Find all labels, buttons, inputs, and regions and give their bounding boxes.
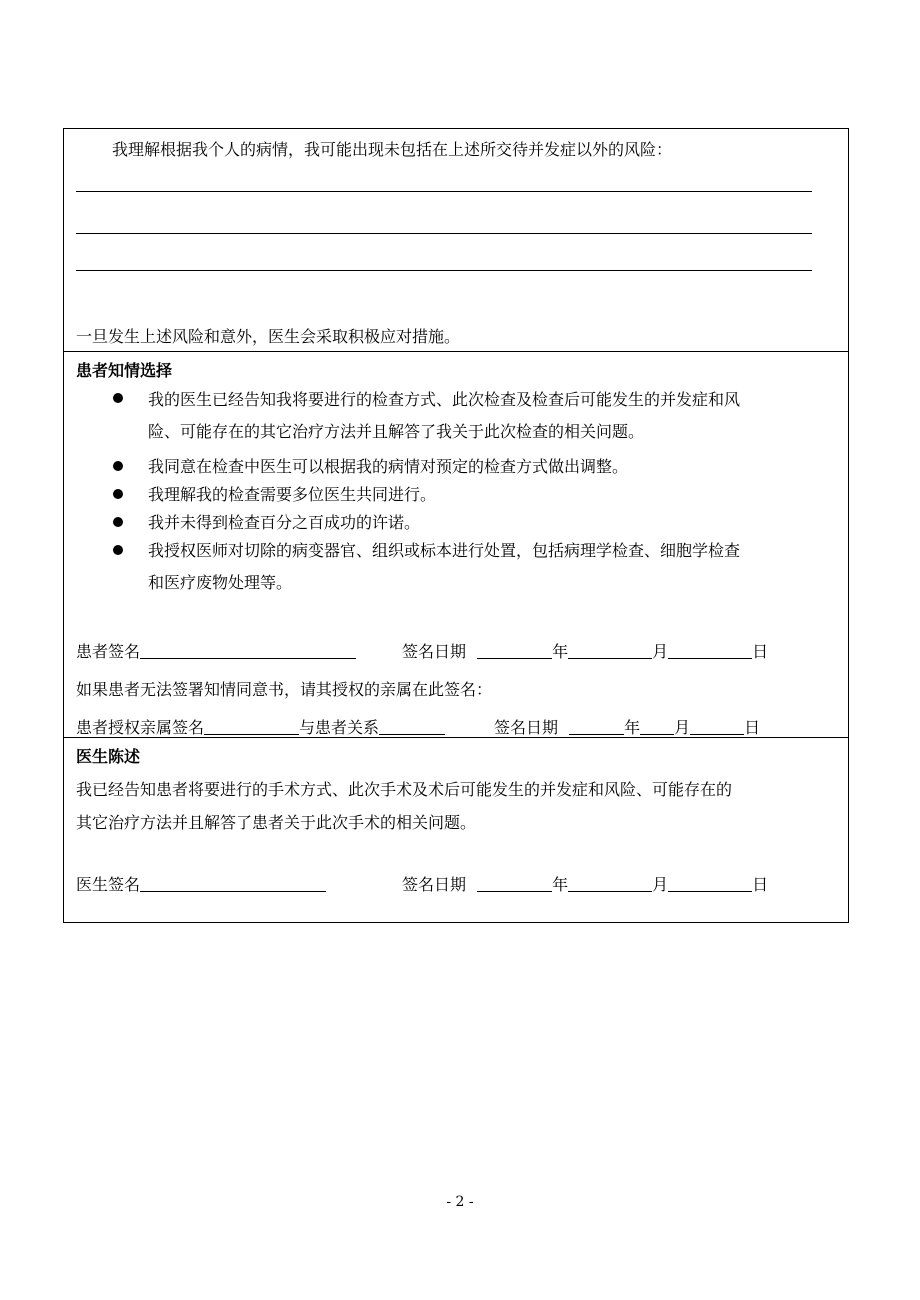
consent-item-text: 和医疗废物处理等。 — [148, 573, 293, 592]
date-label: 签名日期 — [402, 875, 467, 894]
month-field[interactable] — [640, 718, 674, 735]
day-label: 日 — [752, 875, 769, 894]
consent-item-text: 我同意在检查中医生可以根据我的病情对预定的检查方式做出调整。 — [148, 457, 629, 476]
risk-closing-text: 一旦发生上述风险和意外，医生会采取积极应对措施。 — [76, 327, 461, 346]
page-number: - 2 - — [446, 1194, 474, 1210]
month-label: 月 — [652, 875, 669, 894]
month-field[interactable] — [568, 875, 652, 892]
day-field[interactable] — [690, 718, 744, 735]
bullet-dot-icon — [113, 461, 123, 471]
bullet-dot-icon — [113, 489, 123, 499]
proxy-note-text: 如果患者无法签署知情同意书，请其授权的亲属在此签名： — [76, 680, 493, 699]
month-field[interactable] — [568, 642, 652, 659]
proxy-date-row — [494, 715, 760, 738]
patient-choice-heading: 患者知情选择 — [76, 361, 173, 380]
patient-signature-row — [76, 639, 356, 662]
doctor-signature-row — [76, 872, 326, 895]
doctor-statement-text: 我已经告知患者将要进行的手术方式、此次手术及术后可能发生的并发症和风险、可能存在的 — [76, 780, 733, 799]
bullet-dot-icon — [113, 517, 123, 527]
month-label: 月 — [652, 642, 669, 661]
doctor-signature-field[interactable] — [140, 875, 326, 892]
relation-label: 与患者关系 — [299, 718, 380, 737]
consent-item-text: 险、可能存在的其它治疗方法并且解答了我关于此次检查的相关问题。 — [148, 422, 645, 441]
year-label: 年 — [552, 642, 569, 661]
risk-blank-line[interactable] — [76, 233, 812, 234]
date-label: 签名日期 — [494, 718, 559, 737]
doctor-signature-label: 医生签名 — [76, 875, 141, 894]
day-field[interactable] — [668, 875, 752, 892]
risk-blank-line[interactable] — [76, 191, 812, 192]
consent-item-text: 我理解我的检查需要多位医生共同进行。 — [148, 485, 437, 504]
patient-signature-field[interactable] — [140, 642, 356, 659]
year-field[interactable] — [569, 718, 624, 735]
year-label: 年 — [552, 875, 569, 894]
year-field[interactable] — [477, 875, 552, 892]
bullet-dot-icon — [113, 545, 123, 555]
proxy-signature-label: 患者授权亲属签名 — [76, 718, 205, 737]
patient-signature-label: 患者签名 — [76, 642, 141, 661]
consent-item-text: 我授权医师对切除的病变器官、组织或标本进行处置，包括病理学检查、细胞学检查 — [148, 541, 741, 560]
consent-form-frame — [63, 128, 849, 923]
day-label: 日 — [744, 718, 761, 737]
year-label: 年 — [624, 718, 641, 737]
month-label: 月 — [674, 718, 691, 737]
bullet-dot-icon — [113, 393, 123, 403]
doctor-statement-section — [64, 737, 848, 923]
consent-item-text: 我并未得到检查百分之百成功的许诺。 — [148, 513, 421, 532]
risk-intro-text: 我理解根据我个人的病情，我可能出现未包括在上述所交待并发症以外的风险： — [112, 140, 673, 159]
day-field[interactable] — [668, 642, 752, 659]
doctor-date-row — [402, 872, 768, 895]
date-label: 签名日期 — [402, 642, 467, 661]
risk-blank-line[interactable] — [76, 270, 812, 271]
consent-item-text: 我的医生已经告知我将要进行的检查方式、此次检查及检查后可能发生的并发症和风 — [148, 390, 741, 409]
doctor-statement-text: 其它治疗方法并且解答了患者关于此次手术的相关问题。 — [76, 813, 477, 832]
proxy-signature-field[interactable] — [204, 718, 299, 735]
day-label: 日 — [752, 642, 769, 661]
doctor-statement-heading: 医生陈述 — [76, 747, 141, 766]
patient-date-row — [402, 639, 768, 662]
proxy-signature-row — [76, 715, 445, 738]
patient-choice-section — [64, 351, 848, 738]
year-field[interactable] — [477, 642, 552, 659]
relation-field[interactable] — [379, 718, 445, 735]
